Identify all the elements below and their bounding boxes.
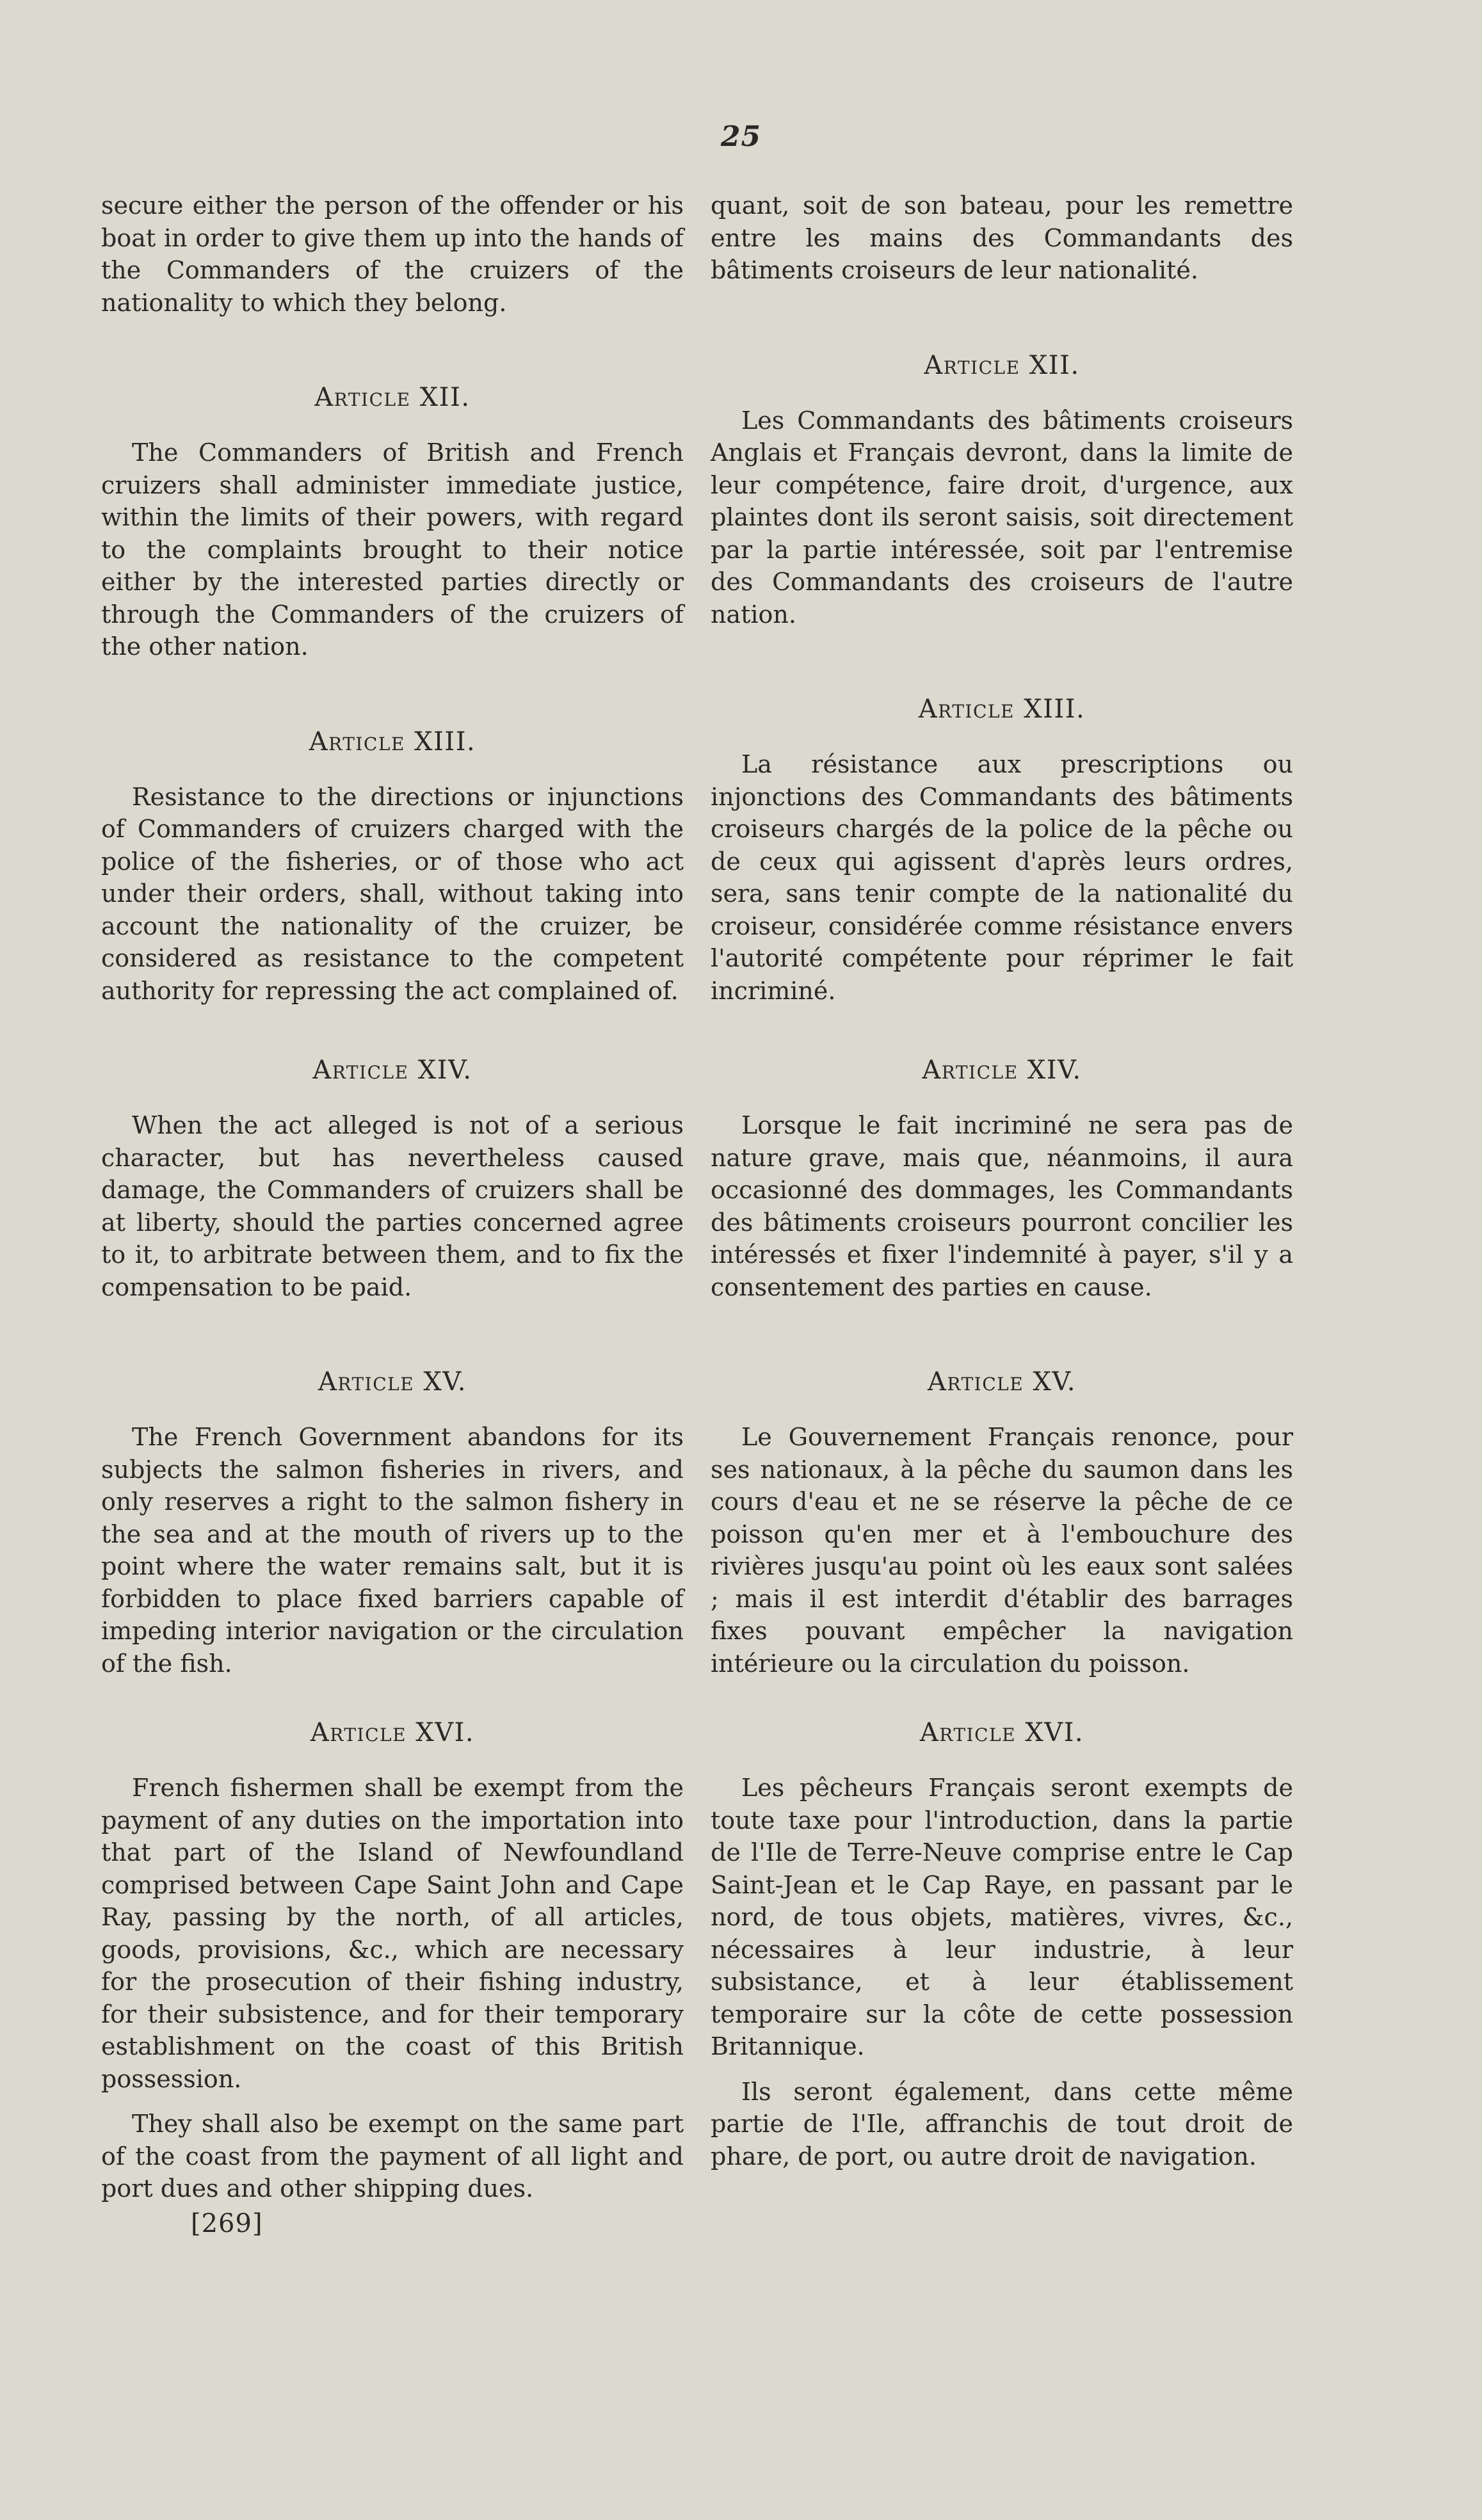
english-article-xii-text: The Commanders of British and French cruizers shall administer immediate justice, within the limits of their powers, with regard to the complaints brought to their notice either by the interested parties directly or through the Commanders of the cruizers of the other nation.: [101, 438, 684, 661]
signature-mark: [269]: [191, 2208, 263, 2238]
english-article-xiv-text: When the act alleged is not of a serious character, but has nevertheless caused damage, the Commanders of cruizers shall be at liberty, should the parties concerned agree to it, to arbitrate between them, and to fix the compensation to be paid.: [101, 1111, 684, 1301]
french-article-xvi-text-1: Les pêcheurs Français seront exempts de toute taxe pour l'introduction, dans la partie de l'Ile de Terre-Neuve comprise entre le Cap Saint-Jean et le Cap Raye, en passant par le nord, de tous objets, matières, vivres, &c., nécessaires à leur industrie, à leur subsistance, et à leur établissement temporaire sur la côte de cette possession Britannique.: [711, 1774, 1293, 2060]
french-article-xv-heading: Article XV.: [928, 1367, 1076, 1397]
english-article-xvi-heading: Article XVI.: [310, 1718, 475, 1747]
english-article-xv-heading: Article XV.: [318, 1367, 467, 1397]
english-article-xiii-heading: Article XIII.: [309, 726, 476, 757]
french-article-xiv-text: Lorsque le fait incriminé ne sera pas de nature grave, mais que, néanmoins, il aura occasionné des dommages, les Commandants des bâtiments croiseurs pourront concilier les intéressés et fixer l'indemnité à payer, s'il y a consentement des parties en cause.: [711, 1111, 1293, 1301]
english-article-xvi-text-2: They shall also be exempt on the same part of the coast from the payment of all light and port dues and other shipping dues.: [101, 2110, 684, 2203]
french-article-xiv-heading: Article XIV.: [922, 1055, 1082, 1085]
french-column: [711, 189, 1293, 2172]
french-article-xii-heading: Article XII.: [924, 350, 1080, 380]
english-article-xv-text: The French Government abandons for its subjects the salmon fisheries in rivers, and only reserves a right to the salmon fishery in the sea and at the mouth of rivers up to the point where the water remains salt, but it is forbidden to place fixed barriers capable of impeding interior navigation or the circulation of the fish.: [101, 1423, 684, 1678]
french-article-xii-text: Les Commandants des bâtiments croiseurs Anglais et Français devront, dans la limite de leur compétence, faire droit, d'urgence, aux plaintes dont ils seront saisis, soit directement par la partie intéressée, soit par l'entremise des Commandants des croiseurs de l'autre nation.: [711, 406, 1293, 629]
french-article-xiii-heading: Article XIII.: [918, 694, 1086, 724]
french-article-xiii-text: La résistance aux prescriptions ou injonctions des Commandants des bâtiments croiseurs chargés de la police de la pêche ou de ceux qui agissent d'après leurs ordres, sera, sans tenir compte de la nationalité du croiseur, considérée comme résistance envers l'autorité compétente pour réprimer le fait incriminé.: [711, 750, 1293, 1005]
english-article-xvi-text-1: French fishermen shall be exempt from the payment of any duties on the importation into that part of the Island of Newfoundland comprised between Cape Saint John and Cape Ray, passing by the north, of all articles, goods, provisions, &c., which are necessary for the prosecution of their fishing industry, for their subsistence, and for their temporary establishment on the coast of this British possession.: [101, 1774, 684, 2093]
french-continuation: quant, soit de son bateau, pour les remettre entre les mains des Commandants des bâtiments croiseurs de leur nationalité.: [711, 191, 1293, 284]
page-number: 25: [720, 120, 762, 153]
english-article-xii-heading: Article XII.: [314, 383, 471, 412]
french-article-xv-text: Le Gouvernement Français renonce, pour ses nationaux, à la pêche du saumon dans les cours d'eau et ne se réserve la pêche de ce poisson qu'en mer et à l'embouchure des rivières jusqu'au point où les eaux sont salées ; mais il est interdit d'établir des barrages fixes pouvant empêcher la navigation intérieure ou la circulation du poisson.: [711, 1423, 1293, 1678]
french-article-xvi-text-2: Ils seront également, dans cette même partie de l'Ile, affranchis de tout droit de phare, de port, ou autre droit de navigation.: [711, 2077, 1293, 2171]
english-column: [101, 189, 684, 2240]
english-continuation: secure either the person of the offender or his boat in order to give them up into the hands of the Commanders of the cruizers of the nationality to which they belong.: [101, 191, 684, 317]
english-article-xiv-heading: Article XIV.: [312, 1055, 472, 1085]
english-article-xiii-text: Resistance to the directions or injunctions of Commanders of cruizers charged with the police of the fisheries, or of those who act under their orders, shall, without taking into account the nationality of the cruizer, be considered as resistance to the competent authority for repressing the act complained of.: [101, 782, 684, 1005]
french-article-xvi-heading: Article XVI.: [919, 1718, 1084, 1747]
